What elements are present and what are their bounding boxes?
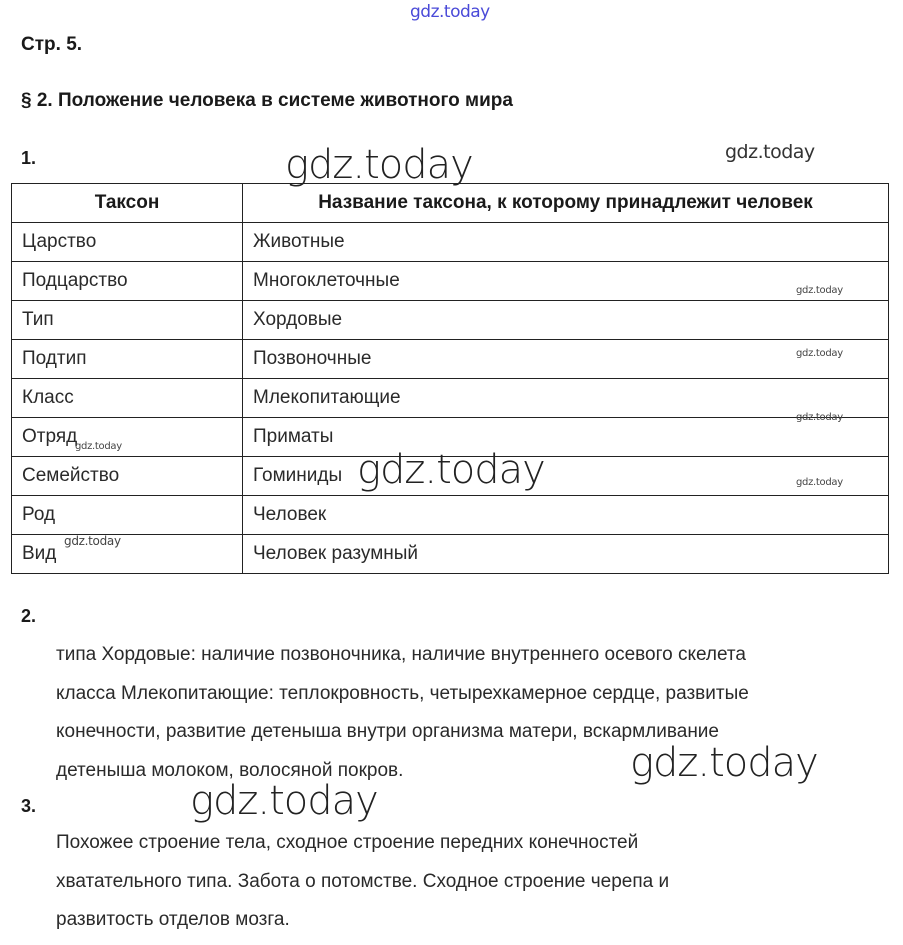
- name-cell: Гоминиды: [243, 457, 889, 496]
- task-3-answer: [56, 824, 886, 940]
- taxon-cell: Вид: [12, 535, 243, 574]
- task-2-number: 2.: [21, 606, 37, 626]
- taxon-cell: Семейство: [12, 457, 243, 496]
- task-3-number: 3.: [21, 796, 37, 816]
- table-row: [12, 496, 889, 535]
- taxon-cell: Класс: [12, 379, 243, 418]
- name-cell: Человек разумный: [243, 535, 889, 574]
- table-row: [12, 223, 889, 262]
- task-1-number: 1.: [21, 148, 37, 168]
- answer-line: конечности, развитие детеныша внутри организма матери, вскармливание: [56, 721, 719, 742]
- watermark-top: gdz.today: [410, 2, 490, 22]
- taxon-cell: Подтип: [12, 340, 243, 379]
- answer-line: типа Хордовые: наличие позвоночника, наличие внутреннего осевого скелета: [56, 644, 746, 665]
- watermark: gdz.today: [796, 348, 843, 359]
- table-row: [12, 262, 889, 301]
- answer-line: класса Млекопитающие: теплокровность, четырехкамерное сердце, развитые: [56, 682, 749, 704]
- taxon-cell: Тип: [12, 301, 243, 340]
- name-cell: Позвоночные: [243, 340, 889, 379]
- section-title: § 2. Положение человека в системе животного мира: [21, 90, 513, 111]
- taxon-cell: Царство: [12, 223, 243, 262]
- table-row: [12, 379, 889, 418]
- watermark: gdz.today: [75, 441, 122, 452]
- taxon-cell: Отряд: [12, 418, 243, 457]
- column-header-taxon: Таксон: [12, 184, 243, 223]
- watermark: gdz.today: [630, 740, 818, 786]
- taxon-cell: Род: [12, 496, 243, 535]
- answer-line: хватательного типа. Забота о потомстве. Сходное строение черепа и: [56, 870, 670, 892]
- answer-line: Похожее строение тела, сходное строение передних конечностей: [56, 832, 639, 853]
- taxon-cell: Подцарство: [12, 262, 243, 301]
- answer-line: детеныша молоком, волосяной покров.: [56, 759, 404, 781]
- watermark: gdz.today: [64, 534, 121, 548]
- table-row: [12, 340, 889, 379]
- column-header-name: Название таксона, к которому принадлежит человек: [243, 184, 889, 223]
- answer-line: развитость отделов мозга.: [56, 909, 290, 930]
- watermark: gdz.today: [796, 285, 843, 296]
- watermark: gdz.today: [796, 412, 843, 423]
- taxon-table: [11, 183, 889, 574]
- watermark: gdz.today: [285, 142, 473, 188]
- name-cell: Хордовые: [243, 301, 889, 340]
- table-row: [12, 535, 889, 574]
- watermark: gdz.today: [725, 141, 815, 163]
- watermark: gdz.today: [190, 778, 378, 824]
- name-cell: Человек: [243, 496, 889, 535]
- table-header-row: [12, 184, 889, 223]
- watermark: gdz.today: [796, 477, 843, 488]
- page-label: Стр. 5.: [21, 34, 83, 55]
- name-cell: Приматы: [243, 418, 889, 457]
- table-row: [12, 301, 889, 340]
- name-cell: Млекопитающие: [243, 379, 889, 418]
- name-cell: Животные: [243, 223, 889, 262]
- watermark: gdz.today: [357, 447, 545, 493]
- name-cell: Многоклеточные: [243, 262, 889, 301]
